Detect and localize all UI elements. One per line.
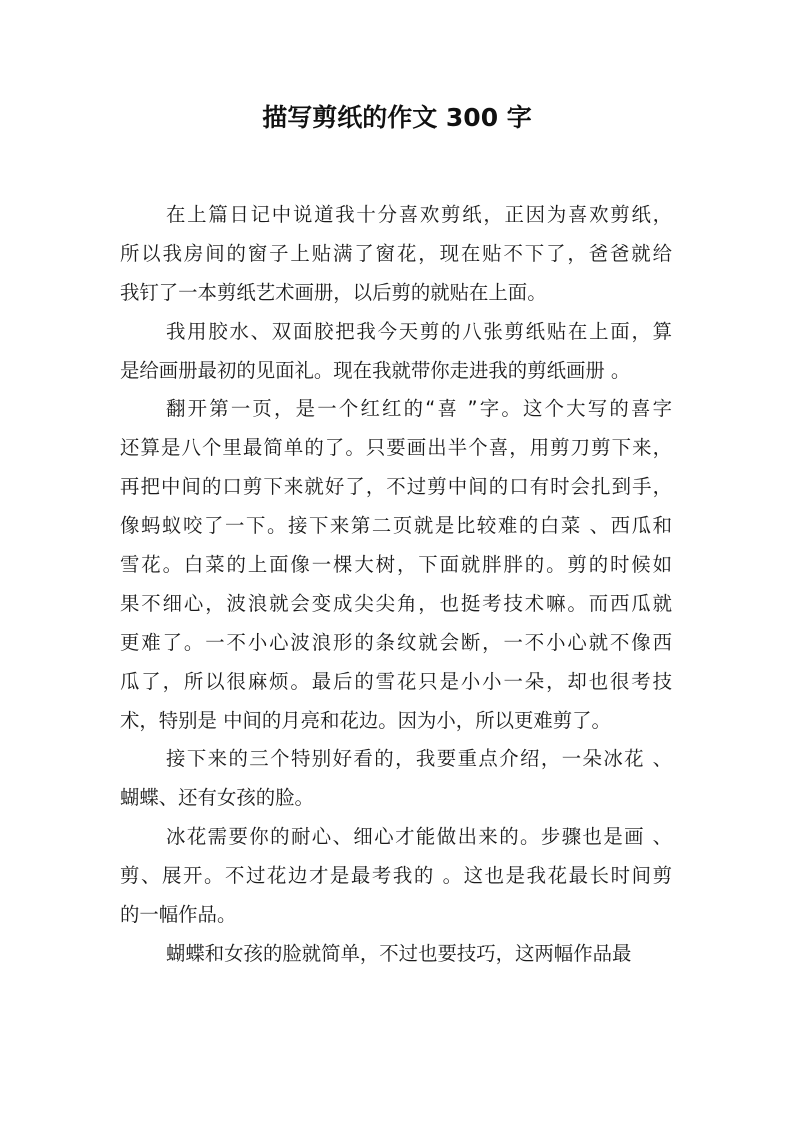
paragraph-line: 瓜了，所以很麻烦。最后的雪花只是小小一朵，却也很考技 — [120, 669, 672, 693]
paragraph-line: 更难了。一不小心波浪形的条纹就会断，一不小心就不像西 — [120, 630, 672, 654]
paragraph-line: 是给画册最初的见面礼。现在我就带你走进我的剪纸画册 。 — [120, 358, 631, 382]
paragraph-line: 剪、展开。不过花边才是最考我的 。这也是我花最长时间剪 — [120, 864, 672, 888]
paragraph-line: 我用胶水、双面胶把我今天剪的八张剪纸贴在上面，算 — [166, 319, 672, 343]
paragraph — [120, 740, 672, 818]
paragraph-line: 雪花。白菜的上面像一棵大树，下面就胖胖的。剪的时候如 — [120, 553, 672, 577]
paragraph — [120, 818, 672, 935]
paragraph-line: 我钉了一本剪纸艺术画册，以后剪的就贴在上面。 — [120, 280, 547, 304]
paragraph — [120, 390, 672, 740]
paragraph-line: 果不细心，波浪就会变成尖尖角，也挺考技术嘛。而西瓜就 — [120, 591, 672, 615]
paragraph-line: 术，特别是 中间的月亮和花边。因为小，所以更难剪了。 — [120, 708, 611, 732]
paragraph-line: 再把中间的口剪下来就好了，不过剪中间的口有时会扎到手， — [120, 475, 672, 499]
paragraph-line: 像蚂蚁咬了一下。接下来第二页就是比较难的白菜 、西瓜和 — [120, 514, 672, 538]
paragraph-line: 翻开第一页，是一个红红的“喜 ”字。这个大写的喜字 — [166, 397, 672, 421]
paragraph-line: 蝴蝶和女孩的脸就简单，不过也要技巧，这两幅作品最 — [166, 941, 632, 965]
paragraph-line: 接下来的三个特别好看的，我要重点介绍，一朵冰花 、 — [166, 747, 672, 771]
paragraph-line: 所以我房间的窗子上贴满了窗花，现在贴不下了，爸爸就给 — [120, 241, 672, 265]
document-title: 描写剪纸的作文 300 字 — [262, 103, 532, 132]
paragraph-line: 的一幅作品。 — [120, 903, 237, 927]
paragraph-line: 还算是八个里最简单的了。只要画出半个喜，用剪刀剪下来， — [120, 436, 672, 460]
paragraph-line: 冰花需要你的耐心、细心才能做出来的。步骤也是画 、 — [166, 825, 672, 849]
paragraph — [120, 196, 672, 313]
paragraph-line: 蝴蝶、还有女孩的脸。 — [120, 786, 314, 810]
paragraph — [120, 313, 672, 391]
document-body — [120, 196, 672, 974]
paragraph — [120, 935, 672, 974]
paragraph-line: 在上篇日记中说道我十分喜欢剪纸，正因为喜欢剪纸， — [166, 203, 672, 226]
